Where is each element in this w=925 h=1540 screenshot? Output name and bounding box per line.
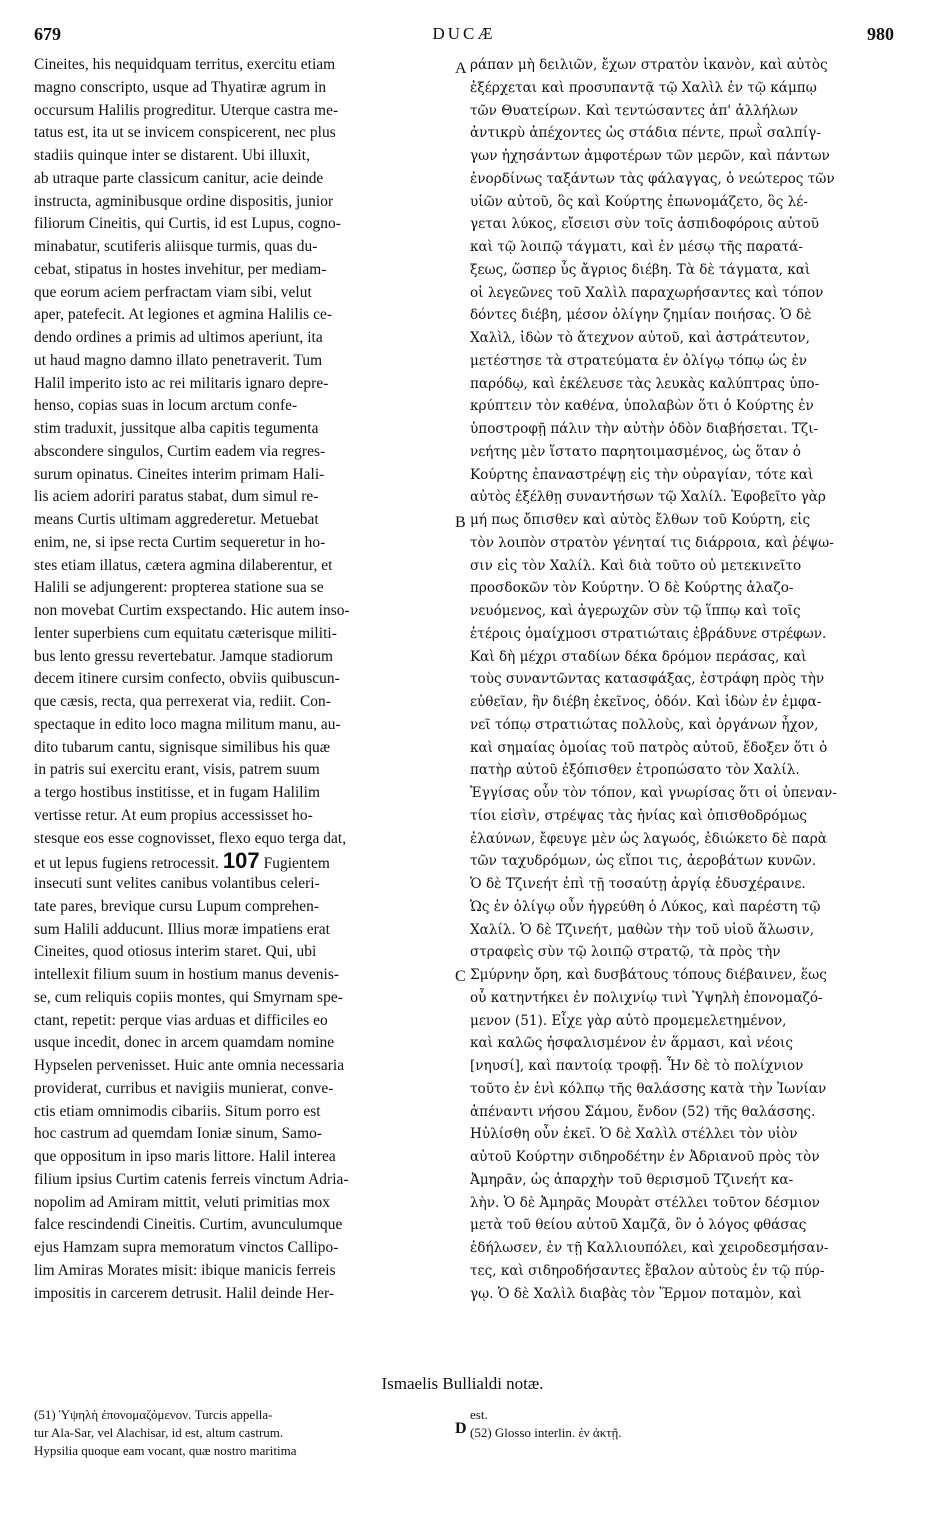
greek-text-line: Καὶ δὴ μέχρι σταδίων δέκα δρόμον περάσας, καὶ (470, 648, 807, 665)
greek-text-line: υἱῶν αὐτοῦ, ὃς καὶ Κούρτης ἐπωνομάζετο, ὃς λέ- (470, 193, 808, 210)
page-number-left: 679 (34, 24, 61, 44)
latin-text-line: que eorum aciem perfractam viam sibi, velut (34, 283, 312, 301)
latin-text-line: in patris sui exercitu erant, visis, patrem suum (34, 761, 320, 779)
greek-column (470, 54, 892, 1305)
latin-text-line: a tergo hostibus institisse, et in fugam Halilim (34, 784, 320, 801)
latin-text-line: ut haud magno damno illato penetraverit. Tum (34, 351, 323, 369)
greek-text-line: Σμύρνην ὄρη, καὶ δυσβάτους τόπους διέβαινεν, ἕως (470, 967, 827, 983)
greek-text-line: ἐδήλωσεν, ἐν τῇ Καλλιουπόλει, καὶ χειροδεσμήσαν- (470, 1240, 829, 1256)
latin-text-line: dito tubarum cantu, signisque similibus his quæ (34, 738, 331, 756)
latin-text-line: intellexit filium suum in hostium manus devenis- (34, 966, 340, 983)
latin-text-line: lis aciem adoriri paratus stabat, dum simul re- (34, 488, 319, 506)
latin-text-line: aper, patefecit. At legiones et agmina Halilis ce- (34, 306, 333, 324)
latin-text-line: que cæsis, recta, qua perrexerat via, rediit. Con- (34, 693, 331, 710)
note-line: est. (470, 1407, 488, 1422)
greek-text-line: [νηυσί], καὶ παντοίᾳ τροφῇ. Ἦν δὲ τὸ πολίχνιον (470, 1058, 804, 1074)
greek-text-line: οἱ λεγεῶνες τοῦ Χαλὶλ παραχωρήσαντες καὶ τόπον (470, 284, 824, 301)
notes-right-column (470, 1406, 890, 1442)
latin-text-line: lenter superbiens cum equitatu cæterisque militi- (34, 624, 337, 642)
latin-text-line: ctis etiam omnimodis cibariis. Situm porro est (34, 1102, 321, 1120)
latin-text-line: Cineites, his nequidquam territus, exercitu etiam (34, 56, 336, 73)
latin-text-line: filium ipsius Curtim catenis ferreis vinctum Adria- (34, 1170, 349, 1188)
latin-text-line: filiorum Cineitis, qui Curtis, id est Lupus, cogno- (34, 215, 341, 233)
latin-text-line: impositis in carcerem detrusit. Halil deinde Her- (34, 1284, 335, 1302)
page-header (34, 24, 894, 50)
section-marker-b: B (455, 514, 466, 531)
latin-column (34, 54, 452, 1305)
latin-text-line: ab utraque parte classicum canitur, acie deinde (34, 169, 324, 187)
latin-text-line: surum opinatus. Cineites interim primam Hali- (34, 465, 325, 483)
latin-text-line: decem itinere cursim confecto, obviis quibuscun- (34, 670, 340, 688)
greek-text-line: εὐθεῖαν, ἣν διέβη ἐκεῖνος, ὁδόν. Καὶ ἰδὼν ἐν ἐμφα- (470, 694, 822, 710)
greek-text-line: νεήτης μὲν ἵστατο παρητοιμασμένος, ὡς ὅταν ὁ (470, 443, 801, 460)
latin-text-line: que oppositum in ipso maris littore. Halil interea (34, 1148, 336, 1165)
latin-text-line: falce rescindendi Cineitis. Curtim, avunculumque (34, 1216, 343, 1234)
latin-text-line: means Curtis ultimam aggrederetur. Metuebat (34, 511, 319, 528)
latin-text-line: occursum Halilis progreditur. Uterque castra me- (34, 101, 339, 119)
greek-text-line: τίοι εἰσὶν, στρέψας τὰς ἡνίας καὶ ὀπισθοδρόμως (470, 807, 807, 824)
greek-text-line: τὸν λοιπὸν στρατὸν γένηταί τις διάρροια, καὶ ῥέψω- (470, 534, 834, 551)
latin-text-line: et ut lepus fugiens retrocessit. 107 Fugientem (34, 850, 330, 873)
notes-left-column (34, 1406, 452, 1460)
greek-text-line: καὶ τῷ λοιπῷ τάγματι, καὶ ἐν μέσῳ τῆς παρατά- (470, 239, 804, 255)
inline-page-number: 107 (222, 850, 260, 873)
greek-text-line: στραφεὶς σὺν τῷ λοιπῷ στρατῷ, τὰ πρὸς τὴν (470, 944, 781, 961)
latin-text-line: tatus est, ita ut se invicem conspicerent, nec plus (34, 124, 336, 142)
greek-text-line: ἐνορδίνως ταξάντων τὰς φάλαγγας, ὁ νεώτερος τῶν (470, 170, 835, 187)
page-number-right: 980 (867, 24, 894, 44)
section-marker-d: D (455, 1420, 467, 1437)
greek-text-line: νευόμενος, καὶ ἀγερωχῶν σὺν τῷ ἵππῳ καὶ τοῖς (470, 603, 801, 619)
greek-text-line: ἐλαύνων, ἔφευγε μὲν ὡς λαγωός, ἐδιώκετο δὲ παρὰ (470, 830, 827, 847)
latin-text-line: ejus Hamzam supra memoratum vinctos Callipo- (34, 1239, 339, 1256)
greek-text-line: σιν εἰς τὸν Χαλίλ. Καὶ διὰ τοῦτο οὐ μετεκινεῖτο (470, 557, 802, 574)
greek-text-line: δόντες διέβη, μέσον ὀλίγην ζημίαν ποιήσας. Ὁ δὲ (470, 307, 812, 324)
latin-text-line: magno conscripto, usque ad Thyatiræ agrum in (34, 78, 327, 96)
latin-text-line: instructa, agminibusque ordine dispositis, junior (34, 192, 334, 210)
greek-text-line: Ηὐλίσθη οὖν ἐκεῖ. Ὁ δὲ Χαλὶλ στέλλει τὸν υἱὸν (470, 1126, 798, 1143)
greek-text-line: καὶ καλῶς ἠσφαλισμένον ἐν ἅρμασι, καὶ νέοις (470, 1035, 793, 1052)
running-title: DUCÆ (432, 24, 496, 43)
greek-text-line: τοὺς συναντῶντας κατασφάξας, ἐστράφη πρὸς τὴν (470, 671, 825, 688)
latin-text-line: stes etiam illatus, cætera agmina dilaberentur, et (34, 556, 333, 574)
latin-text-line: stadiis quinque inter se distarent. Ubi illuxit, (34, 147, 310, 164)
latin-text-line: nopolim ad Amiram mittit, veluti primitias mox (34, 1193, 330, 1211)
greek-text-line: Ἀμηρᾶν, ὡς ἀπαρχὴν τοῦ θερισμοῦ Τζινεήτ κα- (470, 1171, 794, 1188)
latin-text-line: bus lento gressu revertebatur. Jamque stadiorum (34, 647, 333, 665)
latin-text-line: non movebat Curtim exspectando. Hic autem inso- (34, 602, 350, 619)
greek-text-line: ἑτέροις ὁμαίχμοσι στρατιώταις ἐβράδυνε στρέφων. (470, 625, 827, 642)
greek-text-line: τοῦτο ἐν ἑνὶ κόλπῳ τῆς θαλάσσης κατὰ τὴν Ἰωνίαν (470, 1080, 827, 1097)
notes-title: Ismaelis Bullialdi notæ. (381, 1374, 544, 1393)
greek-text-line: Ὁ δὲ Τζινεήτ ἐπὶ τῇ τοσαύτῃ ἀργίᾳ ἐδυσχέραινε. (470, 876, 806, 892)
greek-text-line: οὗ κατηντήκει ἐν πολιχνίῳ τινὶ Ὑψηλὴ ἐπονομαζό- (470, 989, 823, 1006)
section-marker-c: C (455, 968, 466, 985)
latin-text-line: minabatur, scutiferis aliisque turmis, quas du- (34, 238, 318, 255)
latin-text-line: cebat, stipatus in hostes invehitur, per mediam- (34, 260, 327, 278)
latin-text-line: dendo ordines a primis ad ultimos aperiunt, ita (34, 329, 323, 346)
latin-text-line: providerat, curribus et navigiis munierat, conve- (34, 1079, 334, 1097)
greek-text-line: μετέστησε τὰ στρατεύματα ἐν ὀλίγῳ τόπῳ ὡς ἐν (470, 352, 808, 369)
greek-text-line: Ἐγγίσας οὖν τὸν τόπον, καὶ γνωρίσας ὅτι οἱ ὑπεναν- (470, 785, 837, 801)
greek-text-line: τες, καὶ σιδηροδήσαντες ἔβαλον αὐτοὺς ἐν τῷ πύρ- (470, 1262, 825, 1279)
greek-text-line: μή πως ὄπισθεν καὶ αὐτὸς ἔλθων τοῦ Κούρτη, εἰς (470, 512, 811, 528)
note-line: (51) Ὑψηλὴ ἐπονομαζόμενον. Turcis appella- (34, 1407, 273, 1422)
section-marker-a: A (455, 60, 467, 77)
note-line: tur Ala-Sar, vel Alachisar, id est, altum castrum. (34, 1425, 284, 1440)
latin-text-line: Hypselen pervenisset. Huic ante omnia necessaria (34, 1057, 345, 1074)
latin-text-line: stesque eos esse cognovisset, flexo equo terga dat, (34, 829, 347, 847)
greek-text-line: Χαλὶλ, ἰδὼν τὸ ἄτεχνον αὐτοῦ, καὶ ἀστράτευτον, (470, 330, 810, 346)
greek-text-line: προσδοκῶν τὸν Κούρτην. Ὁ δὲ Κούρτης ἀλαζο- (470, 580, 794, 597)
greek-text-line: τῶν Θυατείρων. Καὶ τεντώσαντες ἀπ' ἀλλήλων (470, 102, 798, 119)
greek-text-line: λὴν. Ὁ δὲ Ἀμηρᾶς Μουρὰτ στέλλει τοῦτον δέσμιον (470, 1194, 820, 1211)
greek-text-line: πατὴρ αὐτοῦ ἐξόπισθεν ἐτροπώσατο τὸν Χαλίλ. (470, 762, 800, 779)
latin-text-line: lim Amiras Morates misit: ibique manicis ferreis (34, 1261, 336, 1279)
greek-text-line: αὐτοῦ Κούρτην σιδηροδέτην ἐν Ἀδριανοῦ πρὸς τὸν (470, 1149, 820, 1165)
latin-text-line: sum Halili adducunt. Illius moræ impatiens erat (34, 920, 331, 938)
latin-text-line: henso, copias suas in locum arctum confe- (34, 397, 298, 415)
greek-text-line: γῳ. Ὁ δὲ Χαλὶλ διαβὰς τὸν Ἕρμον ποταμὸν, καὶ (470, 1285, 802, 1302)
greek-text-line: αὐτὸς ἐξέλθῃ συναντήσων τῷ Χαλίλ. Ἐφοβεῖτο γὰρ (470, 489, 826, 506)
greek-text-line: ἐξέρχεται καὶ προσυπαντᾷ τῷ Χαλὶλ ἐν τῷ κάμπῳ (470, 79, 817, 96)
latin-text-line: Cineites, quod otiosus interim staret. Qui, ubi (34, 943, 317, 961)
latin-text-line: insecuti sunt velites canibus volantibus celeri- (34, 875, 320, 892)
note-line: Hypsilia quoque eam vocant, quæ nostro maritima (34, 1443, 297, 1458)
greek-text-line: ἀντικρὺ ἀπέχοντες ὡς στάδια πέντε, πρωῒ σαλπίγ- (470, 125, 821, 142)
latin-text-line: vertisse retur. At eum propius accessisset ho- (34, 806, 313, 824)
greek-text-line: ἀπέναντι νήσου Σάμου, ἔνδον (52) τῆς θαλάσσης. (470, 1103, 816, 1120)
greek-text-line: μενον (51). Εἶχε γὰρ αὐτὸ προμεμελετημένον, (470, 1012, 787, 1029)
greek-text-line: Ὡς ἐν ὀλίγῳ οὖν ἠγρεύθη ὁ Λύκος, καὶ παρέστη τῷ (470, 898, 821, 915)
latin-text-line: Halil imperito isto ac rei militaris ignaro depre- (34, 374, 329, 392)
latin-text-line: se, cum reliquis copiis montes, qui Smyrnam spe- (34, 988, 343, 1006)
greek-text-line: ξεως, ὥσπερ ὗς ἄγριος διέβη. Τὰ δὲ τάγματα, καὶ (470, 261, 811, 278)
greek-text-line: νεῖ τόπῳ στρατιώτας πολλοὺς, καὶ ὀργάνων ἦχον, (470, 716, 819, 733)
greek-text-line: παρόδῳ, καὶ ἐκέλευσε τὰς λευκὰς καλύπτρας ὑπο- (470, 375, 820, 392)
greek-text-line: ὑποστροφῇ πάλιν τὴν αὐτὴν ὁδὸν διαβήσεται. Τζι- (470, 421, 819, 437)
latin-text-line: usque incedit, donec in arcem quamdam nomine (34, 1034, 335, 1052)
greek-text-line: Κούρτης ἐπαναστρέψῃ εἰς τὴν οὐραγίαν, τότε καὶ (470, 466, 814, 483)
greek-text-line: τῶν ταχυδρόμων, ὡς εἴποι τις, ἀεροβάτων κυνῶν. (470, 853, 817, 870)
greek-text-line: γων ἠχησάντων ἀμφοτέρων τῶν μερῶν, καὶ πάντων (470, 148, 830, 164)
latin-text-line: hoc castrum ad quemdam Ioniæ sinum, Samo- (34, 1125, 323, 1143)
latin-text-line: Halili se adjungerent: propterea statione sua se (34, 579, 324, 597)
latin-text-line: ctant, repetit: perque vias arduas et difficiles eo (34, 1011, 328, 1029)
greek-text-line: ράπαν μὴ δειλιῶν, ἔχων στρατὸν ἱκανὸν, καὶ αὐτὸς (470, 57, 828, 73)
latin-text-line: tate pares, brevique cursu Lupum comprehen- (34, 897, 320, 915)
greek-text-line: Χαλίλ. Ὁ δὲ Τζινεήτ, μαθὼν τὴν τοῦ υἱοῦ ἅλωσιν, (470, 921, 815, 938)
greek-text-line: γεται λύκος, εἴσεισι σὺν τοῖς ἀσπιδοφόροις αὐτοῦ (470, 216, 820, 233)
latin-text-line: abscondere singulos, Curtim eadem via regres- (34, 442, 326, 460)
greek-text-line: καὶ σημαίας ὁμοίας τοῦ πατρὸς αὐτοῦ, ἔδοξεν ὅτι ὁ (470, 739, 828, 756)
note-line: (52) Glosso interlin. ἐν ἀκτῇ. (470, 1425, 622, 1440)
latin-text-line: spectaque in edito loco magna militum manu, au- (34, 715, 341, 733)
greek-text-line: κρύπτειν τὸν καθένα, ὑπολαβὼν ὅτι ὁ Κούρτης ἐν (470, 398, 814, 415)
greek-text-line: μετὰ τοῦ θείου αὐτοῦ Χαμζᾶ, ὃν ὁ λόγος φθάσας (470, 1217, 807, 1234)
latin-text-line: enim, ne, si ipse recta Curtim sequeretur in ho- (34, 533, 326, 551)
latin-text-line: stim traduxit, jussitque alba capitis tegumenta (34, 420, 319, 437)
